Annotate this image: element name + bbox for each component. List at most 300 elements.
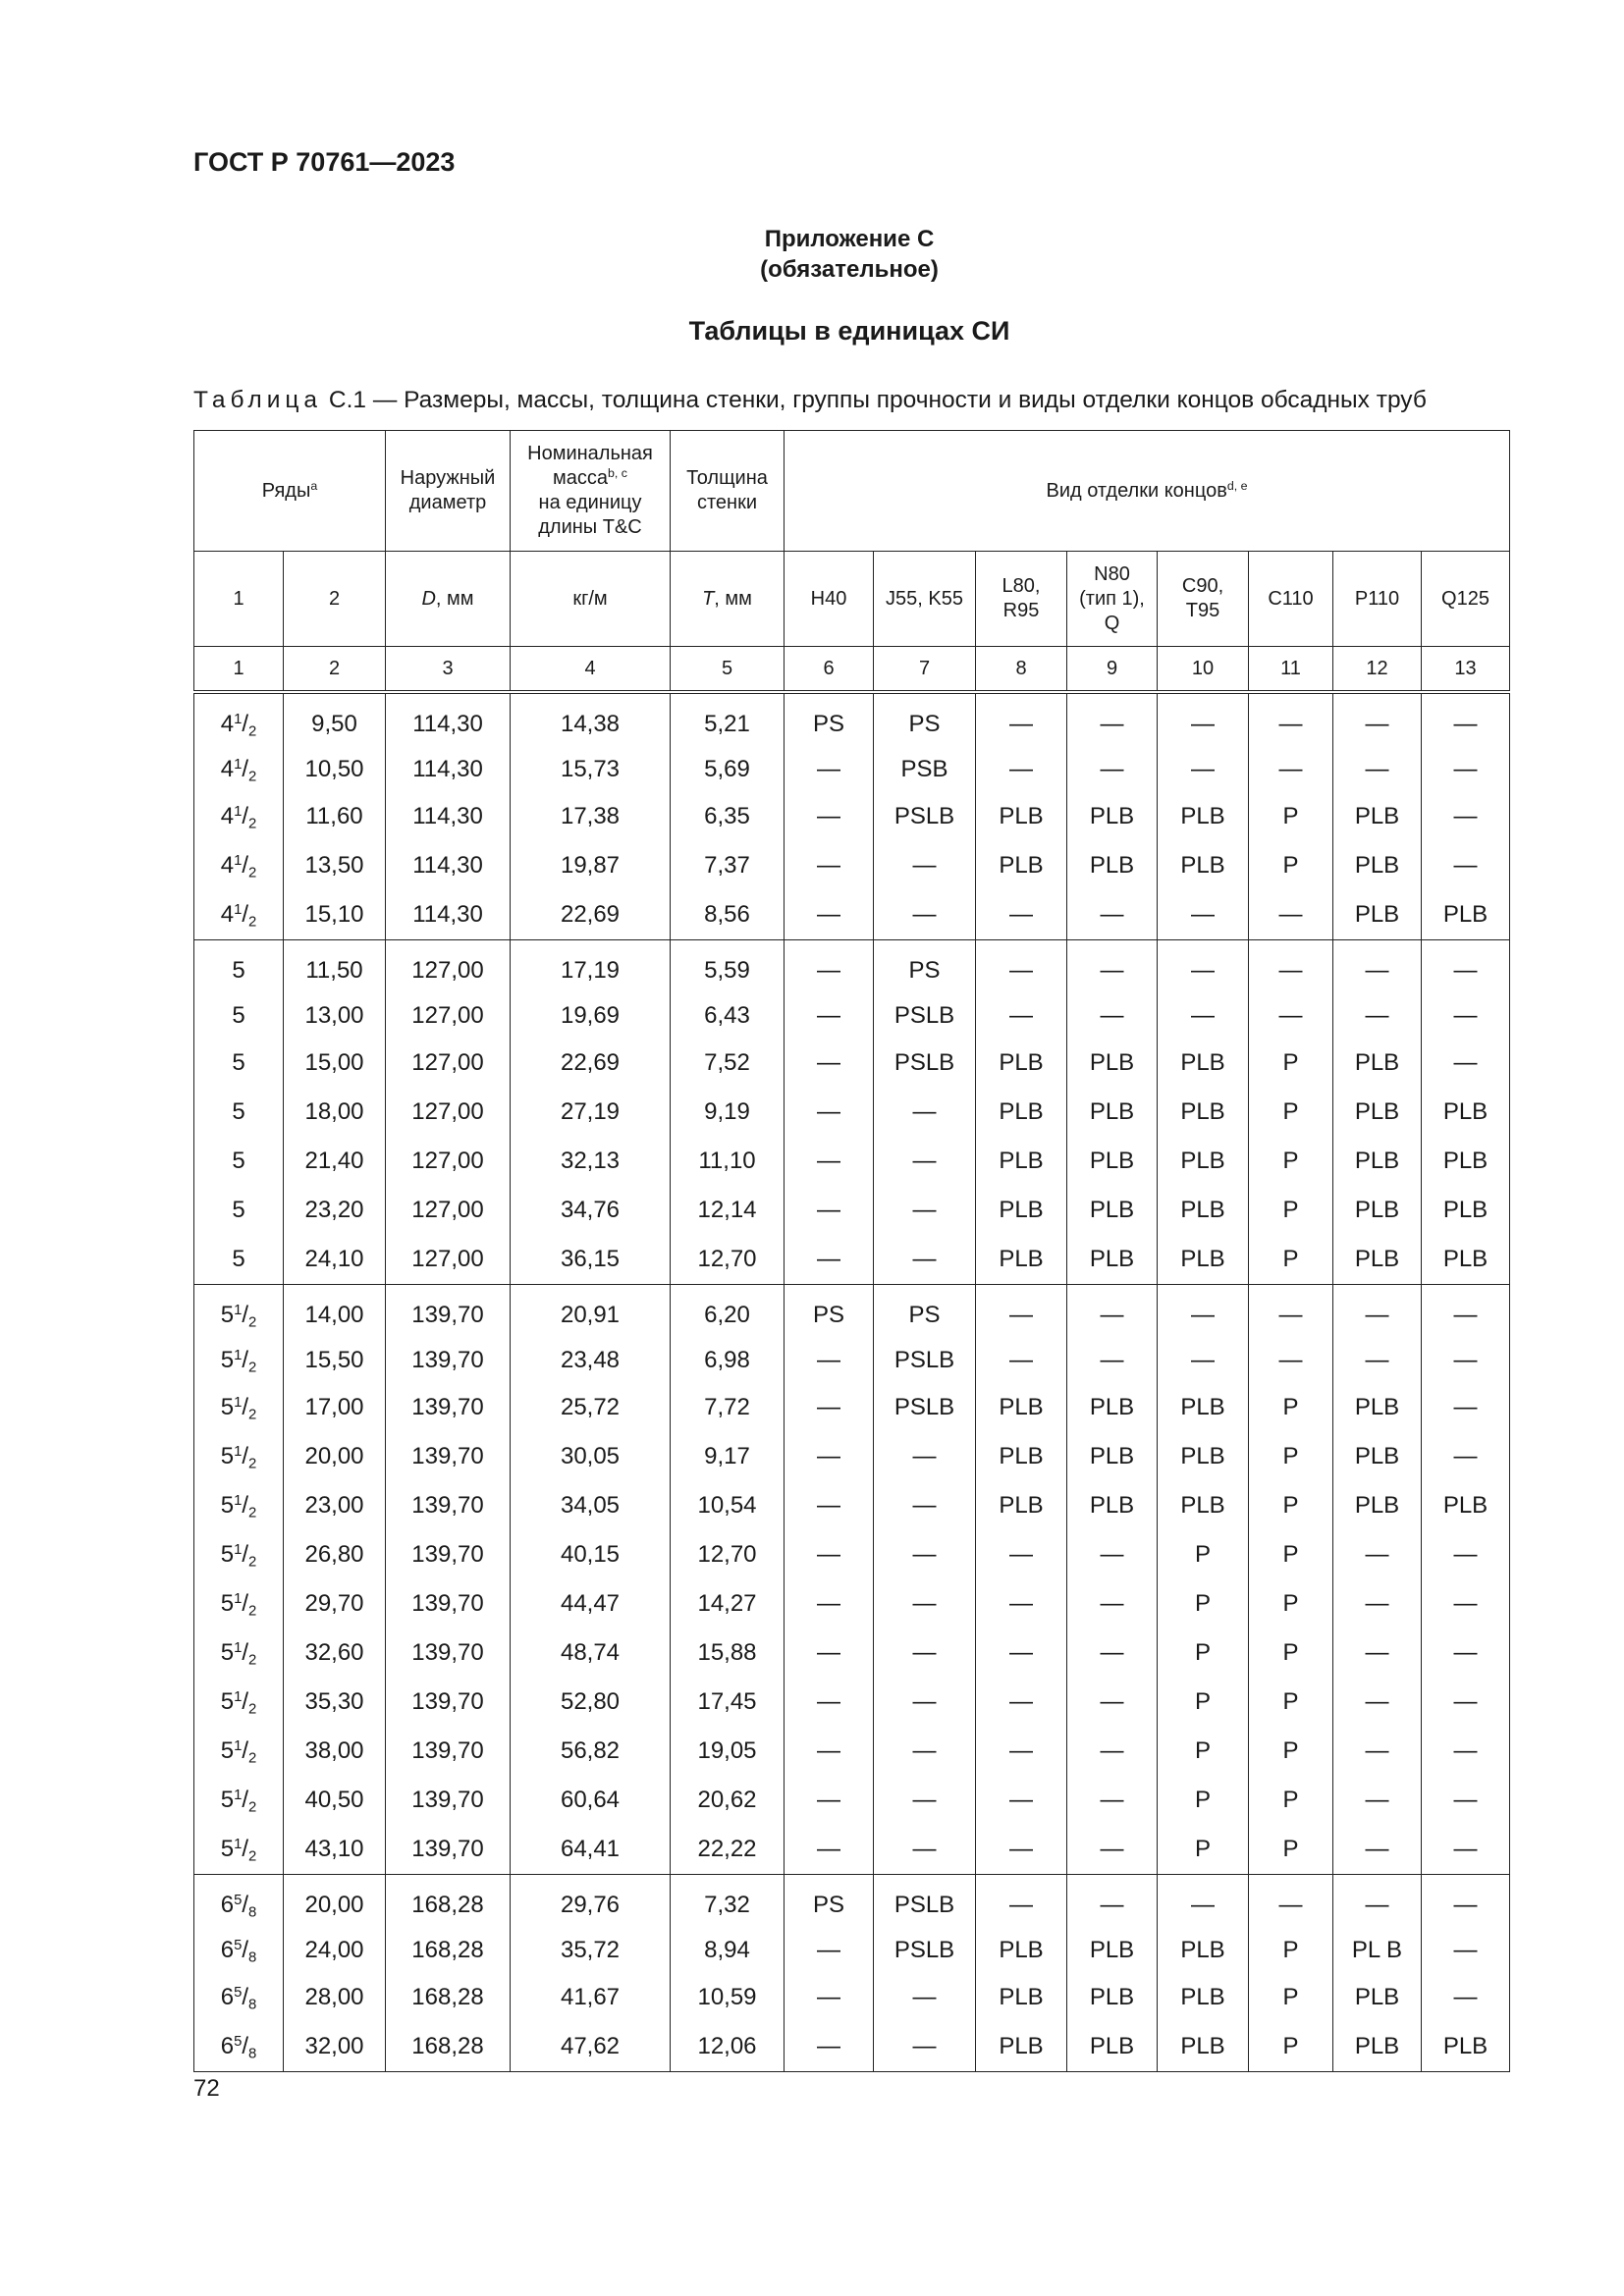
- table-cell: PLB: [1067, 1383, 1158, 1432]
- size-cell: $6^5/_8$: [194, 1928, 284, 1973]
- table-cell: PLB: [1067, 1928, 1158, 1973]
- table-cell: PLB: [1422, 1235, 1510, 1285]
- table-cell: PLB: [1067, 1432, 1158, 1481]
- size-cell: 5: [194, 1088, 284, 1137]
- header-rows: Ряды$^a$: [194, 431, 386, 552]
- table-cell: 17,38: [511, 792, 671, 841]
- table-cell: 114,30: [386, 792, 511, 841]
- table-cell: 12,70: [671, 1235, 785, 1285]
- table-cell: 6,20: [671, 1285, 785, 1339]
- table-cell: 24,00: [284, 1928, 386, 1973]
- table-cell: PLB: [1067, 1039, 1158, 1088]
- table-cell: —: [1422, 1530, 1510, 1579]
- table-cell: —: [1333, 1875, 1422, 1929]
- table-cell: P: [1249, 841, 1333, 890]
- column-number: 11: [1249, 647, 1333, 693]
- table-cell: 20,91: [511, 1285, 671, 1339]
- table-cell: —: [785, 792, 874, 841]
- table-cell: —: [1067, 1530, 1158, 1579]
- table-row: [194, 1432, 1510, 1481]
- table-cell: P: [1249, 2022, 1333, 2072]
- table-cell: P: [1158, 1579, 1249, 1629]
- size-group: [194, 940, 1510, 1285]
- table-cell: —: [1422, 993, 1510, 1039]
- column-number: 9: [1067, 647, 1158, 693]
- table-cell: 9,17: [671, 1432, 785, 1481]
- table-cell: —: [1422, 1678, 1510, 1727]
- table-cell: PLB: [1333, 1137, 1422, 1186]
- size-cell: 5: [194, 1186, 284, 1235]
- table-cell: 34,05: [511, 1481, 671, 1530]
- table-cell: PSLB: [874, 1338, 976, 1383]
- table-cell: 56,82: [511, 1727, 671, 1776]
- table-cell: PLB: [976, 1928, 1067, 1973]
- table-cell: 27,19: [511, 1088, 671, 1137]
- table-cell: P: [1158, 1629, 1249, 1678]
- table-cell: —: [785, 1481, 874, 1530]
- size-cell: $5^1/_2$: [194, 1776, 284, 1825]
- table-cell: 22,69: [511, 890, 671, 940]
- table-cell: —: [1067, 747, 1158, 792]
- table-cell: —: [1422, 692, 1510, 747]
- table-cell: PLB: [1422, 890, 1510, 940]
- table-cell: PLB: [1158, 1383, 1249, 1432]
- table-cell: 29,70: [284, 1579, 386, 1629]
- table-cell: PLB: [1067, 1186, 1158, 1235]
- size-cell: $5^1/_2$: [194, 1678, 284, 1727]
- table-cell: 18,00: [284, 1088, 386, 1137]
- size-group: [194, 692, 1510, 940]
- table-cell: —: [874, 1629, 976, 1678]
- table-cell: PLB: [1333, 1481, 1422, 1530]
- table-cell: PLB: [1158, 841, 1249, 890]
- table-cell: PLB: [1158, 1186, 1249, 1235]
- table-row: [194, 1088, 1510, 1137]
- table-cell: 114,30: [386, 692, 511, 747]
- table-row: [194, 1579, 1510, 1629]
- caption-number: С.1: [328, 387, 367, 413]
- table-cell: PLB: [1333, 841, 1422, 890]
- table-cell: —: [1422, 841, 1510, 890]
- table-cell: —: [1333, 1678, 1422, 1727]
- size-cell: 5: [194, 940, 284, 994]
- header-grade: Q125: [1422, 552, 1510, 647]
- table-cell: 34,76: [511, 1186, 671, 1235]
- table-cell: P: [1249, 1727, 1333, 1776]
- table-cell: —: [1249, 993, 1333, 1039]
- table-cell: 15,10: [284, 890, 386, 940]
- table-row: [194, 1530, 1510, 1579]
- table-cell: —: [1422, 1579, 1510, 1629]
- table-cell: 52,80: [511, 1678, 671, 1727]
- table-cell: PLB: [976, 1383, 1067, 1432]
- table-cell: 11,60: [284, 792, 386, 841]
- header-col-1: 1: [194, 552, 284, 647]
- size-cell: $5^1/_2$: [194, 1629, 284, 1678]
- table-cell: —: [874, 1432, 976, 1481]
- table-cell: —: [1158, 692, 1249, 747]
- table-cell: —: [1422, 1338, 1510, 1383]
- table-cell: 168,28: [386, 2022, 511, 2072]
- column-number: 7: [874, 647, 976, 693]
- header-nominal-mass: Номинальная масса$^{b, c}$ на единицу длины Т&С: [511, 431, 671, 552]
- table-cell: PLB: [1067, 1235, 1158, 1285]
- table-cell: 5,69: [671, 747, 785, 792]
- table-cell: 22,69: [511, 1039, 671, 1088]
- table-cell: P: [1249, 1383, 1333, 1432]
- table-cell: —: [1333, 692, 1422, 747]
- table-cell: P: [1249, 1088, 1333, 1137]
- table-cell: 7,52: [671, 1039, 785, 1088]
- table-row: [194, 1285, 1510, 1339]
- table-cell: 15,88: [671, 1629, 785, 1678]
- table-cell: PLB: [1067, 792, 1158, 841]
- table-cell: 44,47: [511, 1579, 671, 1629]
- table-cell: —: [785, 1235, 874, 1285]
- header-wall-thickness: Толщина стенки: [671, 431, 785, 552]
- table-cell: —: [1067, 1285, 1158, 1339]
- table-cell: —: [1333, 1825, 1422, 1875]
- size-cell: 5: [194, 1235, 284, 1285]
- table-cell: 5,21: [671, 692, 785, 747]
- size-cell: $5^1/_2$: [194, 1530, 284, 1579]
- table-cell: 13,50: [284, 841, 386, 890]
- table-cell: —: [1067, 1579, 1158, 1629]
- table-cell: 26,80: [284, 1530, 386, 1579]
- table-cell: PLB: [976, 1186, 1067, 1235]
- table-cell: 32,13: [511, 1137, 671, 1186]
- table-row: [194, 1338, 1510, 1383]
- table-cell: —: [976, 1678, 1067, 1727]
- table-cell: PLB: [1067, 1973, 1158, 2022]
- table-cell: P: [1249, 1579, 1333, 1629]
- table-cell: PLB: [976, 1137, 1067, 1186]
- table-cell: 35,72: [511, 1928, 671, 1973]
- table-cell: —: [874, 841, 976, 890]
- table-cell: 17,00: [284, 1383, 386, 1432]
- table-row: [194, 1825, 1510, 1875]
- table-cell: PLB: [1333, 792, 1422, 841]
- table-cell: —: [785, 1629, 874, 1678]
- table-cell: PLB: [1333, 1235, 1422, 1285]
- size-group: [194, 1875, 1510, 2072]
- table-row: [194, 747, 1510, 792]
- table-cell: PLB: [1067, 1137, 1158, 1186]
- column-number: 13: [1422, 647, 1510, 693]
- table-cell: —: [1333, 1727, 1422, 1776]
- table-cell: P: [1158, 1776, 1249, 1825]
- table-cell: PLB: [1333, 1088, 1422, 1137]
- table-cell: —: [976, 1875, 1067, 1929]
- table-row: [194, 1481, 1510, 1530]
- table-cell: 20,62: [671, 1776, 785, 1825]
- table-row: [194, 1875, 1510, 1929]
- table-row: [194, 692, 1510, 747]
- table-row: [194, 1383, 1510, 1432]
- size-cell: $4^1/_2$: [194, 890, 284, 940]
- table-cell: PSB: [874, 747, 976, 792]
- table-cell: 6,43: [671, 993, 785, 1039]
- table-cell: —: [1422, 1776, 1510, 1825]
- table-cell: —: [1422, 1285, 1510, 1339]
- table-cell: —: [1067, 993, 1158, 1039]
- table-cell: 139,70: [386, 1776, 511, 1825]
- table-cell: —: [874, 1137, 976, 1186]
- table-cell: P: [1158, 1530, 1249, 1579]
- table-cell: 139,70: [386, 1338, 511, 1383]
- table-cell: PLB: [1067, 1481, 1158, 1530]
- table-cell: 23,48: [511, 1338, 671, 1383]
- table-cell: —: [874, 1579, 976, 1629]
- table-cell: —: [1158, 1338, 1249, 1383]
- caption-text: — Размеры, массы, толщина стенки, группы прочности и виды отделки концов обсадных труб: [366, 387, 1427, 413]
- table-cell: PLB: [1158, 1039, 1249, 1088]
- size-group: [194, 1285, 1510, 1875]
- table-cell: 35,30: [284, 1678, 386, 1727]
- table-cell: 29,76: [511, 1875, 671, 1929]
- table-cell: —: [785, 841, 874, 890]
- table-row: [194, 1186, 1510, 1235]
- table-cell: PSLB: [874, 792, 976, 841]
- table-cell: 12,14: [671, 1186, 785, 1235]
- table-cell: —: [785, 1383, 874, 1432]
- table-cell: PSLB: [874, 1875, 976, 1929]
- table-cell: —: [1249, 1285, 1333, 1339]
- table-cell: PLB: [1333, 890, 1422, 940]
- header-grade: L80, R95: [976, 552, 1067, 647]
- table-cell: —: [874, 1235, 976, 1285]
- size-cell: 5: [194, 1039, 284, 1088]
- table-cell: —: [785, 1928, 874, 1973]
- table-row: [194, 1678, 1510, 1727]
- table-row: [194, 993, 1510, 1039]
- table-cell: 25,72: [511, 1383, 671, 1432]
- table-cell: —: [874, 1727, 976, 1776]
- table-cell: —: [976, 692, 1067, 747]
- table-cell: —: [785, 2022, 874, 2072]
- header-d-unit: D, мм: [386, 552, 511, 647]
- table-cell: —: [1422, 1875, 1510, 1929]
- table-cell: —: [1158, 1875, 1249, 1929]
- table-cell: PLB: [976, 1039, 1067, 1088]
- table-cell: 127,00: [386, 1137, 511, 1186]
- table-cell: —: [785, 1088, 874, 1137]
- table-cell: —: [1067, 1338, 1158, 1383]
- table-cell: PLB: [976, 792, 1067, 841]
- table-cell: 7,72: [671, 1383, 785, 1432]
- table-cell: 38,00: [284, 1727, 386, 1776]
- table-cell: PLB: [1067, 841, 1158, 890]
- table-cell: —: [785, 940, 874, 994]
- table-cell: P: [1249, 1825, 1333, 1875]
- table-cell: —: [1422, 940, 1510, 994]
- table-cell: PS: [874, 692, 976, 747]
- appendix-heading: [0, 224, 1624, 285]
- size-cell: $6^5/_8$: [194, 2022, 284, 2072]
- table-cell: PLB: [1333, 1973, 1422, 2022]
- table-cell: P: [1158, 1825, 1249, 1875]
- table-cell: 139,70: [386, 1285, 511, 1339]
- table-cell: —: [1333, 940, 1422, 994]
- table-cell: —: [785, 1579, 874, 1629]
- table-cell: —: [1249, 1338, 1333, 1383]
- table-cell: 23,20: [284, 1186, 386, 1235]
- table-cell: P: [1249, 1235, 1333, 1285]
- table-cell: —: [1249, 940, 1333, 994]
- table-cell: —: [785, 1973, 874, 2022]
- table-cell: —: [1333, 993, 1422, 1039]
- table-cell: —: [1422, 1928, 1510, 1973]
- table-row: [194, 1137, 1510, 1186]
- table-cell: 11,50: [284, 940, 386, 994]
- table-cell: —: [874, 2022, 976, 2072]
- table-cell: —: [1249, 1875, 1333, 1929]
- table-cell: PLB: [1158, 1928, 1249, 1973]
- table-row: [194, 841, 1510, 890]
- table-cell: PSLB: [874, 1928, 976, 1973]
- table-cell: PLB: [1067, 1088, 1158, 1137]
- table-cell: P: [1249, 1973, 1333, 2022]
- table-cell: 127,00: [386, 940, 511, 994]
- table-row: [194, 1973, 1510, 2022]
- table-cell: —: [1422, 792, 1510, 841]
- table-cell: PLB: [1158, 792, 1249, 841]
- table-cell: PLB: [1333, 1383, 1422, 1432]
- table-cell: 15,00: [284, 1039, 386, 1088]
- table-cell: 168,28: [386, 1973, 511, 2022]
- table-cell: —: [1158, 940, 1249, 994]
- table-cell: 6,35: [671, 792, 785, 841]
- table-cell: —: [1422, 747, 1510, 792]
- table-cell: —: [1333, 1579, 1422, 1629]
- table-cell: —: [785, 747, 874, 792]
- table-cell: 32,60: [284, 1629, 386, 1678]
- table-cell: 114,30: [386, 890, 511, 940]
- table-cell: —: [1067, 692, 1158, 747]
- header-end-finish: Вид отделки концов$^{d, e}$: [785, 431, 1510, 552]
- table-cell: —: [976, 1629, 1067, 1678]
- table-cell: 139,70: [386, 1432, 511, 1481]
- table-row: [194, 940, 1510, 994]
- table-cell: P: [1158, 1727, 1249, 1776]
- table-cell: PLB: [1333, 1039, 1422, 1088]
- table-cell: 36,15: [511, 1235, 671, 1285]
- column-number: 4: [511, 647, 671, 693]
- table-row: [194, 792, 1510, 841]
- table-cell: 114,30: [386, 747, 511, 792]
- table-cell: P: [1249, 1481, 1333, 1530]
- table-cell: PLB: [1333, 2022, 1422, 2072]
- table-cell: 15,73: [511, 747, 671, 792]
- table-cell: —: [1333, 747, 1422, 792]
- table-cell: PLB: [1158, 1088, 1249, 1137]
- table-cell: —: [1067, 1678, 1158, 1727]
- table-cell: PSLB: [874, 993, 976, 1039]
- table-cell: 10,50: [284, 747, 386, 792]
- size-cell: $5^1/_2$: [194, 1338, 284, 1383]
- table-cell: PLB: [1158, 1973, 1249, 2022]
- table-cell: 11,10: [671, 1137, 785, 1186]
- table-cell: —: [785, 993, 874, 1039]
- size-cell: $5^1/_2$: [194, 1579, 284, 1629]
- table-cell: —: [785, 1432, 874, 1481]
- table-cell: —: [785, 1776, 874, 1825]
- table-cell: 32,00: [284, 2022, 386, 2072]
- table-cell: —: [1067, 1629, 1158, 1678]
- table-cell: —: [976, 890, 1067, 940]
- table-cell: 40,50: [284, 1776, 386, 1825]
- table-cell: 139,70: [386, 1481, 511, 1530]
- size-cell: $5^1/_2$: [194, 1285, 284, 1339]
- table-cell: —: [785, 1727, 874, 1776]
- table-cell: PS: [785, 692, 874, 747]
- table-cell: 12,06: [671, 2022, 785, 2072]
- table-cell: 20,00: [284, 1875, 386, 1929]
- table-cell: 14,27: [671, 1579, 785, 1629]
- table-cell: 139,70: [386, 1678, 511, 1727]
- table-cell: PLB: [1158, 1432, 1249, 1481]
- table-cell: P: [1249, 1678, 1333, 1727]
- table-cell: P: [1249, 1629, 1333, 1678]
- header-grade: C90, T95: [1158, 552, 1249, 647]
- table-cell: PLB: [976, 1088, 1067, 1137]
- table-cell: —: [1158, 993, 1249, 1039]
- column-number: 6: [785, 647, 874, 693]
- table-cell: —: [785, 1530, 874, 1579]
- table-cell: PLB: [976, 1235, 1067, 1285]
- table-cell: 43,10: [284, 1825, 386, 1875]
- column-number: 1: [194, 647, 284, 693]
- size-cell: $4^1/_2$: [194, 747, 284, 792]
- table-cell: 19,05: [671, 1727, 785, 1776]
- table-cell: 127,00: [386, 1088, 511, 1137]
- casing-table: [193, 430, 1510, 2072]
- table-cell: 60,64: [511, 1776, 671, 1825]
- table-cell: —: [1333, 1629, 1422, 1678]
- table-cell: 13,00: [284, 993, 386, 1039]
- table-cell: —: [1067, 890, 1158, 940]
- size-cell: $5^1/_2$: [194, 1825, 284, 1875]
- table-cell: 17,45: [671, 1678, 785, 1727]
- table-cell: 139,70: [386, 1383, 511, 1432]
- table-cell: PLB: [1067, 2022, 1158, 2072]
- table-cell: 48,74: [511, 1629, 671, 1678]
- table-cell: —: [1333, 1285, 1422, 1339]
- header-mass-unit: кг/м: [511, 552, 671, 647]
- table-cell: 127,00: [386, 1186, 511, 1235]
- table-cell: P: [1249, 1530, 1333, 1579]
- header-outer-diameter: Наружный диаметр: [386, 431, 511, 552]
- table-row: [194, 1039, 1510, 1088]
- table-cell: 168,28: [386, 1928, 511, 1973]
- table-cell: PLB: [1158, 1235, 1249, 1285]
- table-cell: PLB: [1422, 1481, 1510, 1530]
- table-cell: —: [976, 747, 1067, 792]
- table-cell: 19,87: [511, 841, 671, 890]
- table-cell: PLB: [976, 1973, 1067, 2022]
- table-cell: PLB: [976, 1481, 1067, 1530]
- table-cell: PLB: [1158, 1137, 1249, 1186]
- table-cell: 14,38: [511, 692, 671, 747]
- table-cell: —: [874, 1088, 976, 1137]
- table-cell: 20,00: [284, 1432, 386, 1481]
- header-grade: N80 (тип 1), Q: [1067, 552, 1158, 647]
- table-cell: —: [1067, 1727, 1158, 1776]
- table-cell: 22,22: [671, 1825, 785, 1875]
- appendix-title: Приложение С: [764, 226, 935, 252]
- table-cell: —: [874, 1481, 976, 1530]
- table-cell: —: [1158, 747, 1249, 792]
